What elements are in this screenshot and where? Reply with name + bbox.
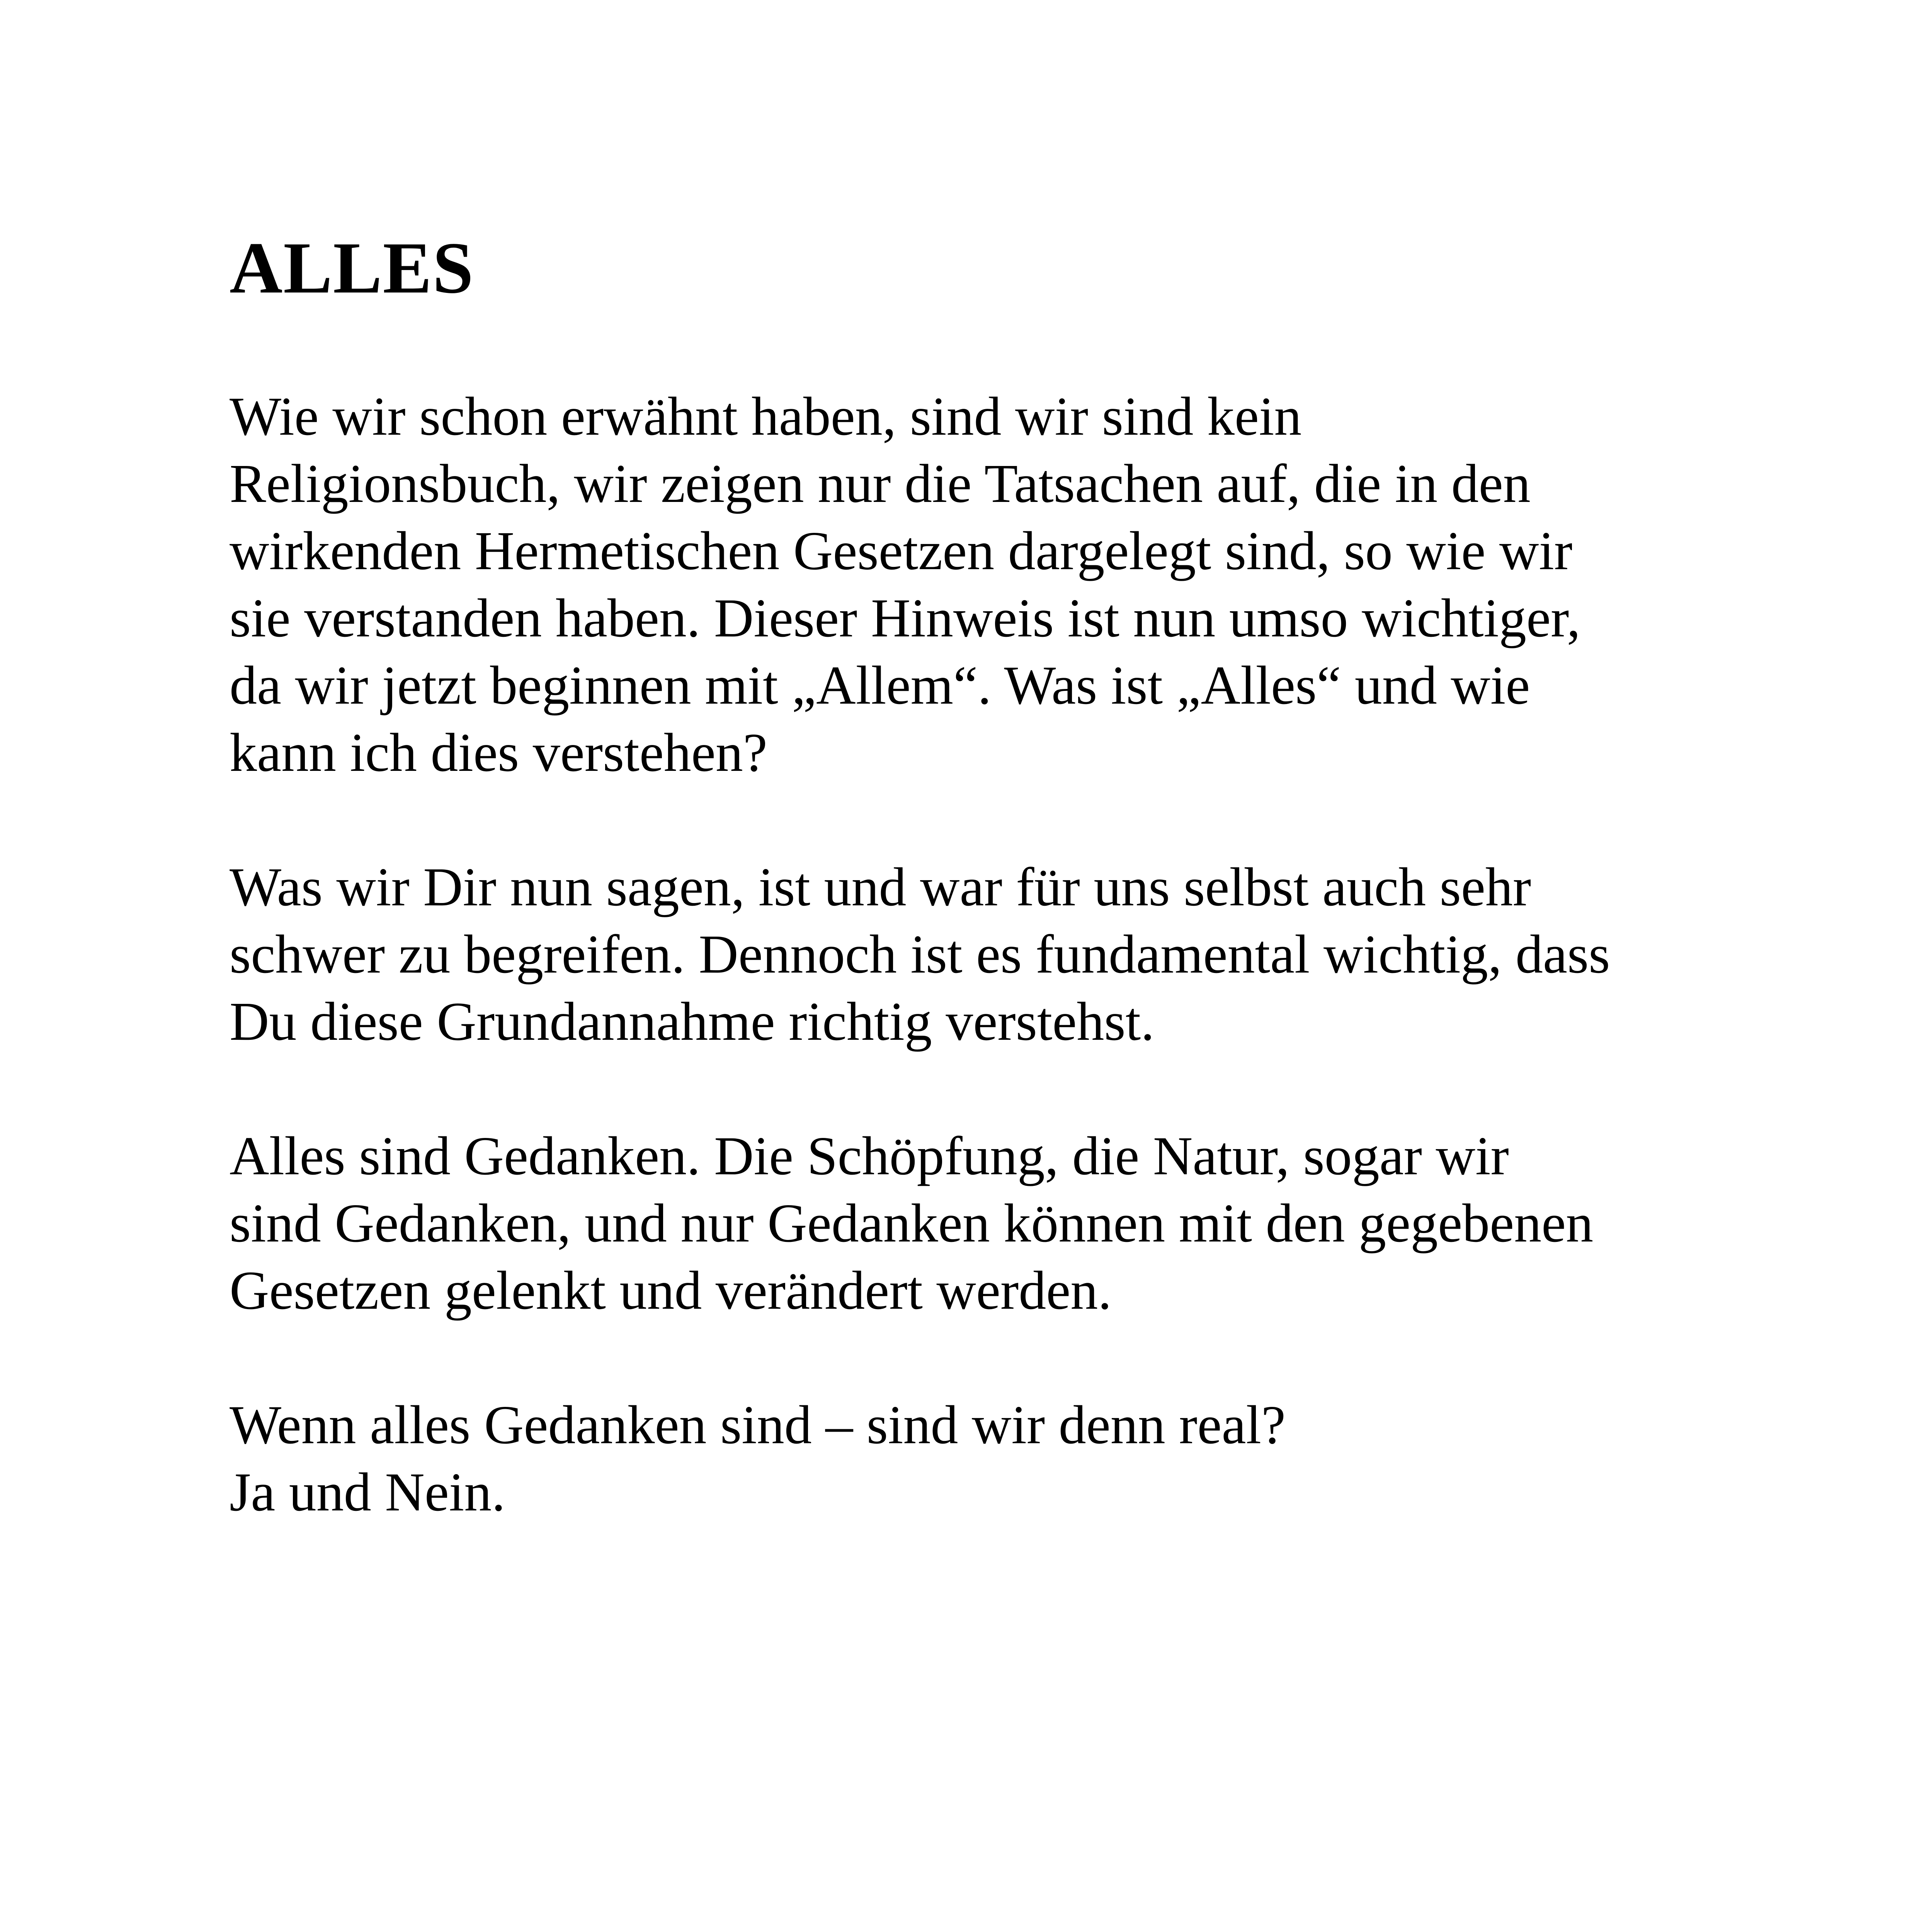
- text-line: sie verstanden haben. Dieser Hinweis ist nun umso wichtiger,: [230, 587, 1581, 648]
- text-line: Ja und Nein.: [230, 1461, 505, 1522]
- page-title: ALLES: [230, 228, 475, 309]
- paragraph-2: [230, 853, 1737, 1055]
- paragraph-1: [230, 383, 1737, 786]
- text-line: Wenn alles Gedanken sind – sind wir denn real?: [230, 1394, 1286, 1455]
- text-line: wirkenden Hermetischen Gesetzen dargelegt sind, so wie wir: [230, 520, 1573, 581]
- text-line: Wie wir schon erwähnt haben, sind wir sind kein: [230, 386, 1302, 447]
- page-header: [230, 228, 1737, 309]
- text-line: da wir jetzt beginnen mit „Allem“. Was ist „Alles“ und wie: [230, 655, 1530, 716]
- body-text: [230, 383, 1737, 1526]
- text-line: kann ich dies verstehen?: [230, 722, 767, 783]
- paragraph-3: [230, 1122, 1737, 1324]
- text-line: Was wir Dir nun sagen, ist und war für uns selbst auch sehr: [230, 856, 1531, 917]
- text-line: sind Gedanken, und nur Gedanken können mit den gegebenen: [230, 1192, 1594, 1253]
- text-line: Gesetzen gelenkt und verändert werden.: [230, 1260, 1112, 1321]
- text-line: Du diese Grundannahme richtig verstehst.: [230, 991, 1155, 1052]
- text-line: schwer zu begreifen. Dennoch ist es fundamental wichtig, dass: [230, 923, 1610, 985]
- text-line: Religionsbuch, wir zeigen nur die Tatsachen auf, die in den: [230, 453, 1531, 514]
- paragraph-4: [230, 1391, 1737, 1526]
- text-line: Alles sind Gedanken. Die Schöpfung, die Natur, sogar wir: [230, 1125, 1509, 1186]
